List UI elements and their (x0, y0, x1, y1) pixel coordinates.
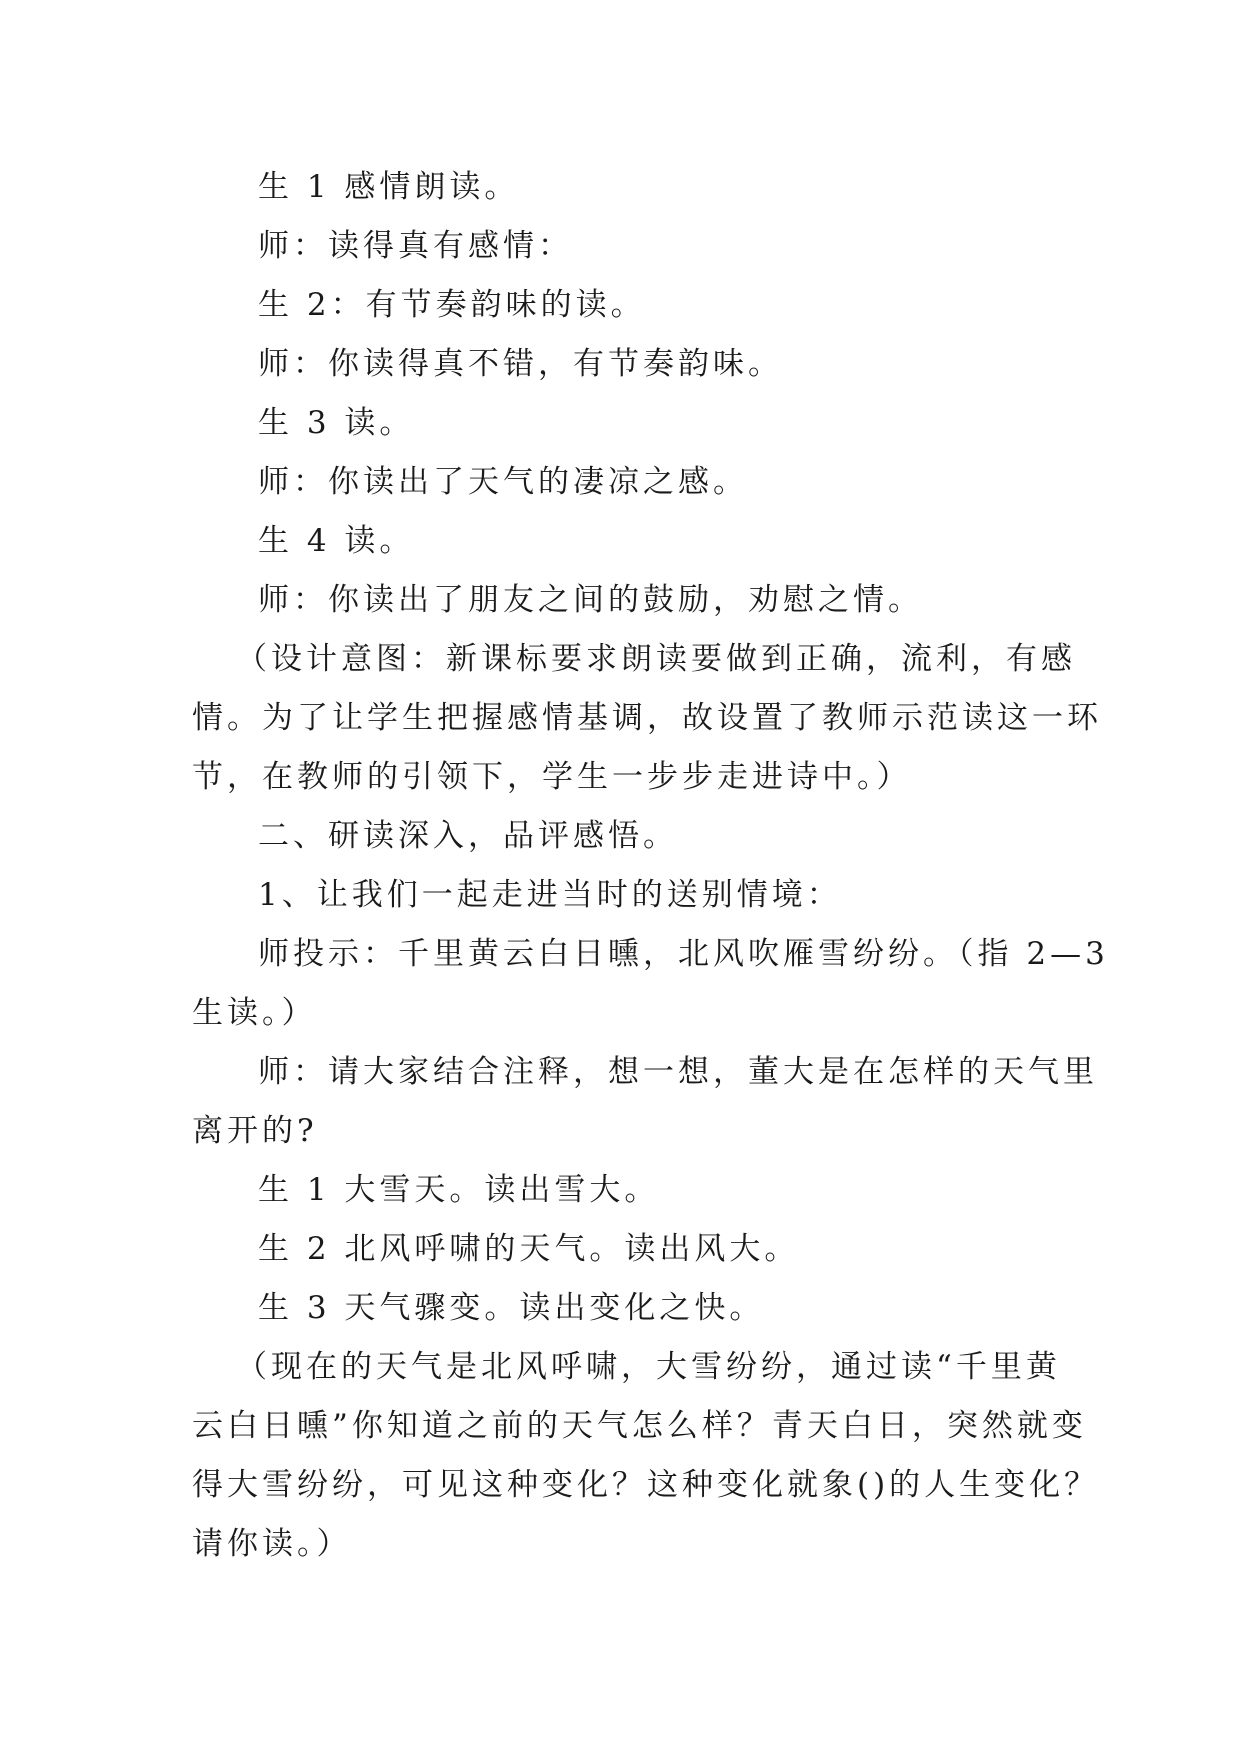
text-line: 生 3 天气骤变。读出变化之快。 (258, 1290, 765, 1326)
text-line: 师：你读出了天气的凄凉之感。 (258, 464, 748, 500)
text-line: 师：你读得真不错，有节奏韵味。 (258, 346, 783, 382)
section-heading: 二、研读深入，品评感悟。 (258, 818, 678, 854)
text-line: 节，在教师的引领下，学生一步步走进诗中。） (192, 759, 912, 795)
text-line: 生 4 读。 (258, 523, 415, 559)
text-line: 生 2：有节奏韵味的读。 (258, 287, 646, 323)
text-line: 师：读得真有感情： (258, 228, 573, 264)
text-line: 生 1 感情朗读。 (258, 169, 520, 205)
text-line: 生 2 北风呼啸的天气。读出风大。 (258, 1231, 800, 1267)
text-line: 云白日曛”你知道之前的天气怎么样？青天白日，突然就变 (192, 1408, 1087, 1444)
text-line: 师投示：千里黄云白日曛，北风吹雁雪纷纷。（指 2—3 (258, 936, 1109, 972)
document-body (192, 158, 1109, 1574)
text-line: 生读。） (192, 995, 317, 1031)
text-line: 生 3 读。 (258, 405, 415, 441)
text-line: 生 1 大雪天。读出雪大。 (258, 1172, 660, 1208)
text-line: （现在的天气是北风呼啸，大雪纷纷，通过读“千里黄 (236, 1349, 1061, 1385)
text-line: 师：请大家结合注释，想一想，董大是在怎样的天气里 (258, 1054, 1098, 1090)
text-line: 得大雪纷纷，可见这种变化？这种变化就象()的人生变化？ (192, 1467, 1100, 1503)
text-line: 师：你读出了朋友之间的鼓励，劝慰之情。 (258, 582, 923, 618)
text-line: 离开的? (192, 1113, 318, 1149)
text-line: 请你读。） (192, 1526, 352, 1562)
text-line: 情。为了让学生把握感情基调，故设置了教师示范读这一环 (192, 700, 1102, 736)
text-line: （设计意图：新课标要求朗读要做到正确，流利，有感 (236, 641, 1076, 677)
text-line: 1、让我们一起走进当时的送别情境： (258, 877, 842, 913)
